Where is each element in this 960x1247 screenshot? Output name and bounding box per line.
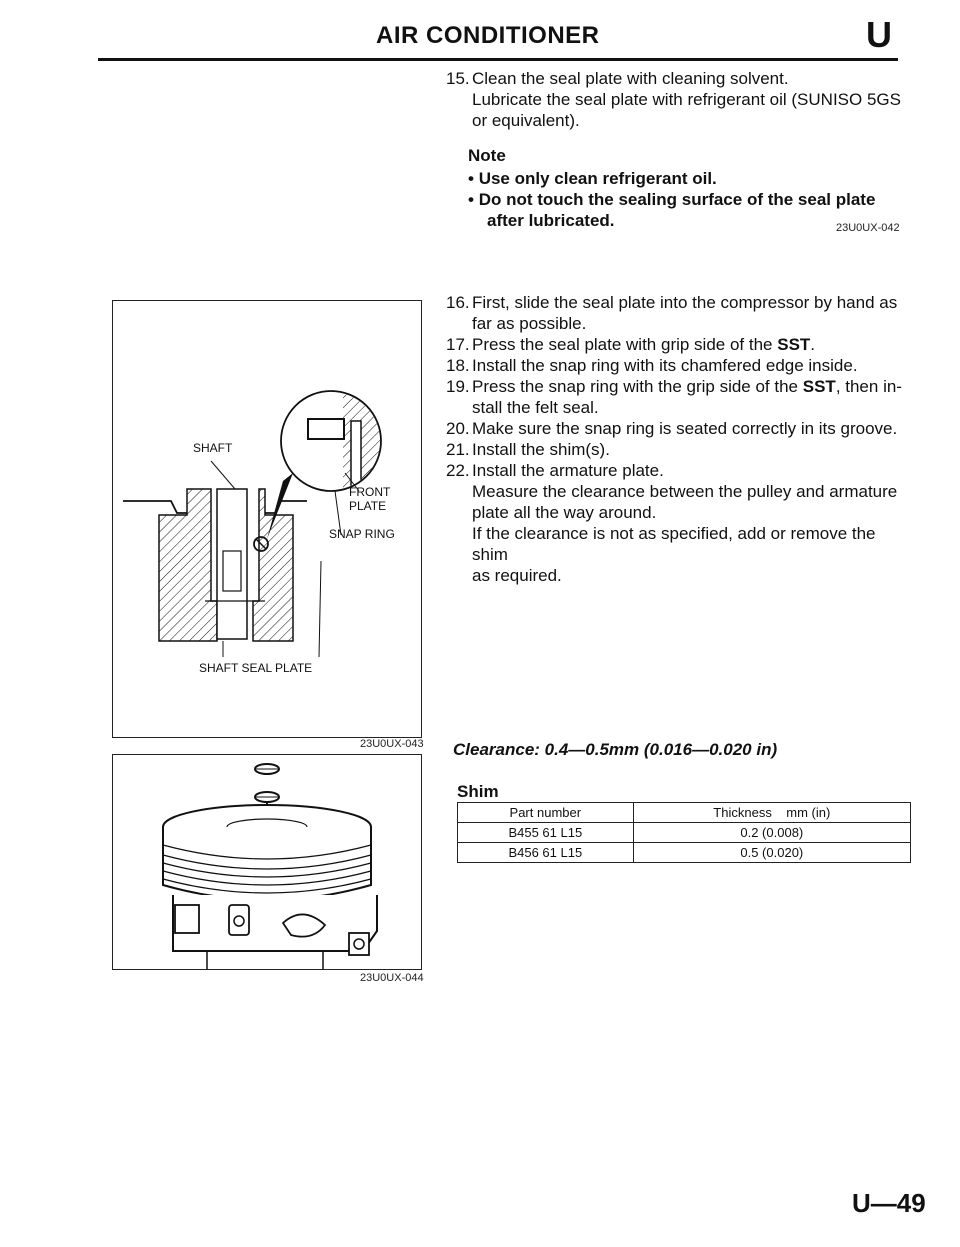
- section-letter: U: [866, 14, 892, 55]
- label-front-plate-2: PLATE: [349, 499, 387, 513]
- label-shaft-seal-plate: SHAFT SEAL PLATE: [199, 661, 313, 675]
- step-text: Clean the seal plate with cleaning solvent.: [472, 69, 789, 88]
- figure-shaft-seal: [112, 300, 422, 738]
- note-item: • Use only clean refrigerant oil.: [468, 169, 717, 188]
- compressor-pulley-diagram: [113, 755, 421, 969]
- table-header: Part number: [458, 803, 634, 823]
- note-item: • Do not touch the sealing surface of the seal plate: [468, 190, 876, 209]
- step-19: 19. Press the snap ring with the grip side of the SST, then in- stall the felt seal.: [446, 377, 902, 417]
- page-number: U—49: [852, 1188, 926, 1218]
- clearance-spec: Clearance: 0.4—0.5mm (0.016—0.020 in): [453, 740, 778, 759]
- step-text: or equivalent).: [472, 111, 580, 130]
- shim-title: Shim: [457, 782, 499, 801]
- shim-table: [457, 802, 911, 863]
- table-cell: 0.2 (0.008): [633, 823, 910, 843]
- step-20: 20. Make sure the snap ring is seated correctly in its groove.: [446, 419, 898, 438]
- step-number: 15.: [446, 69, 470, 88]
- step-16: 16. First, slide the seal plate into the compressor by hand as far as possible.: [446, 293, 898, 333]
- figure-code: 23U0UX-044: [360, 972, 424, 984]
- figure-compressor: [112, 754, 422, 970]
- header-rule: [98, 58, 898, 61]
- label-shaft: SHAFT: [193, 441, 233, 455]
- figure-code: 23U0UX-043: [360, 738, 424, 750]
- step-21: 21. Install the shim(s).: [446, 440, 610, 459]
- note-item-cont: after lubricated.: [487, 211, 615, 230]
- table-cell: 0.5 (0.020): [633, 843, 910, 863]
- step-18: 18. Install the snap ring with its chamfered edge inside.: [446, 356, 858, 375]
- figure-code: 23U0UX-042: [836, 222, 900, 234]
- step-17: 17. Press the seal plate with grip side of the SST.: [446, 335, 816, 354]
- table-cell: B456 61 L15: [458, 843, 634, 863]
- table-cell: B455 61 L15: [458, 823, 634, 843]
- step-15: [446, 68, 916, 131]
- label-front-plate: FRONT: [349, 485, 391, 499]
- step-22: 22. Install the armature plate. Measure the clearance between the pulley and armature plate all the way around. If the clearance is not as specified, add or remove the shim as required.: [446, 461, 898, 585]
- table-row: [458, 843, 911, 863]
- label-snap-ring: SNAP RING: [329, 527, 395, 541]
- note-heading: Note: [468, 146, 506, 165]
- table-header-row: [458, 803, 911, 823]
- table-row: [458, 823, 911, 843]
- page-title: AIR CONDITIONER: [376, 22, 600, 49]
- step-text: Lubricate the seal plate with refrigerant oil (SUNISO 5GS: [472, 90, 901, 109]
- table-header: Thickness mm (in): [633, 803, 910, 823]
